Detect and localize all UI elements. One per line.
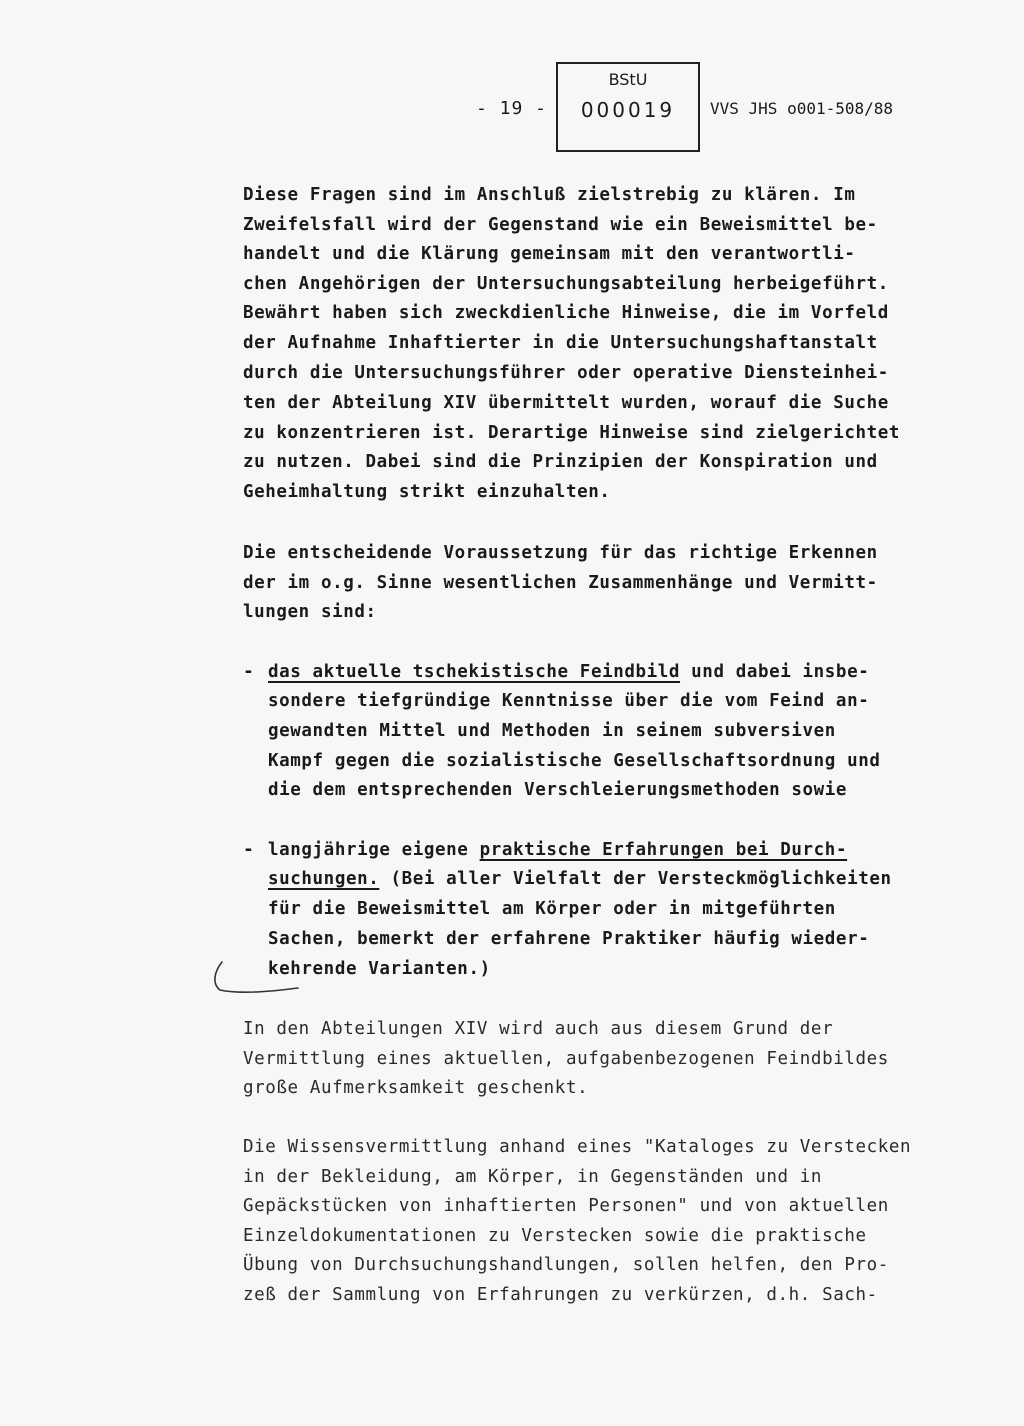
text-line: Übung von Durchsuchungshandlungen, sollen helfen, den Pro- [243, 1255, 889, 1275]
text-line: der im o.g. Sinne wesentlichen Zusammenhänge und Vermitt- [243, 573, 878, 593]
archive-stamp [556, 62, 700, 152]
text-line: gewandten Mittel und Methoden in seinem subversiven [268, 721, 836, 741]
bullet-first-line [268, 839, 847, 861]
bullet-dash: - [243, 839, 254, 860]
text-line: Bewährt haben sich zweckdienliche Hinweise, die im Vorfeld [243, 303, 889, 323]
text-line: Zweifelsfall wird der Gegenstand wie ein Beweismittel be- [243, 215, 878, 235]
text-line: Geheimhaltung strikt einzuhalten. [243, 482, 611, 502]
text-segment: langjährige eigene [268, 840, 480, 860]
underlined-phrase: das aktuelle tschekistische Feindbild [268, 662, 681, 682]
text-line: Die entscheidende Voraussetzung für das richtige Erkennen [243, 543, 878, 563]
text-line: zu konzentrieren ist. Derartige Hinweise sind zielgerichtet [243, 423, 901, 443]
text-line: sondere tiefgründige Kenntnisse über die vom Feind an- [268, 691, 870, 711]
text-line: die dem entsprechenden Verschleierungsmethoden sowie [268, 780, 848, 800]
underlined-phrase: suchungen. [268, 869, 380, 889]
bullet-first-line [268, 661, 869, 683]
text-line: Kampf gegen die sozialistische Gesellschaftsordnung und [268, 751, 881, 771]
text-line: zu nutzen. Dabei sind die Prinzipien der Konspiration und [243, 452, 878, 472]
handwritten-margin-mark [208, 958, 300, 998]
bullet-dash: - [243, 661, 254, 682]
text-segment: (Bei aller Vielfalt der Versteckmöglichkeiten [379, 869, 892, 889]
text-line: Vermittlung eines aktuellen, aufgabenbezogenen Feindbildes [243, 1049, 889, 1069]
text-line: Einzeldokumentationen zu Verstecken sowie die praktische [243, 1226, 867, 1246]
text-line: chen Angehörigen der Untersuchungsabteilung herbeigeführt. [243, 274, 889, 294]
text-segment: und dabei insbe- [680, 662, 870, 682]
text-line: ten der Abteilung XIV übermittelt wurden, worauf die Suche [243, 393, 889, 413]
stamp-number: 000019 [580, 98, 676, 122]
text-line: in der Bekleidung, am Körper, in Gegenständen und in [243, 1167, 823, 1187]
text-line: zeß der Sammlung von Erfahrungen zu verkürzen, d.h. Sach- [243, 1285, 878, 1305]
text-line: lungen sind: [243, 602, 377, 622]
text-line: In den Abteilungen XIV wird auch aus diesem Grund der [243, 1019, 834, 1039]
page-number: - 19 - [476, 98, 548, 119]
underlined-phrase: praktische Erfahrungen bei Durch- [479, 840, 848, 860]
text-line: handelt und die Klärung gemeinsam mit den verantwortli- [243, 244, 856, 264]
text-line: durch die Untersuchungsführer oder operative Diensteinhei- [243, 363, 889, 383]
stamp-label: BStU [608, 70, 648, 89]
text-line: Sachen, bemerkt der erfahrene Praktiker häufig wieder- [268, 929, 870, 949]
text-line: Die Wissensvermittlung anhand eines "Kataloges zu Verstecken [243, 1137, 912, 1157]
text-line: Gepäckstücken von inhaftierten Personen" und von aktuellen [243, 1196, 889, 1216]
bullet-second-line [268, 868, 892, 890]
text-line: der Aufnahme Inhaftierter in die Untersuchungshaftanstalt [243, 333, 878, 353]
text-line: große Aufmerksamkeit geschenkt. [243, 1078, 589, 1098]
document-reference: VVS JHS o001-508/88 [710, 99, 894, 118]
text-line: für die Beweismittel am Körper oder in mitgeführten [268, 899, 836, 919]
text-line: kehrende Varianten.) [268, 959, 491, 979]
text-line: Diese Fragen sind im Anschluß zielstrebig zu klären. Im [243, 185, 856, 205]
